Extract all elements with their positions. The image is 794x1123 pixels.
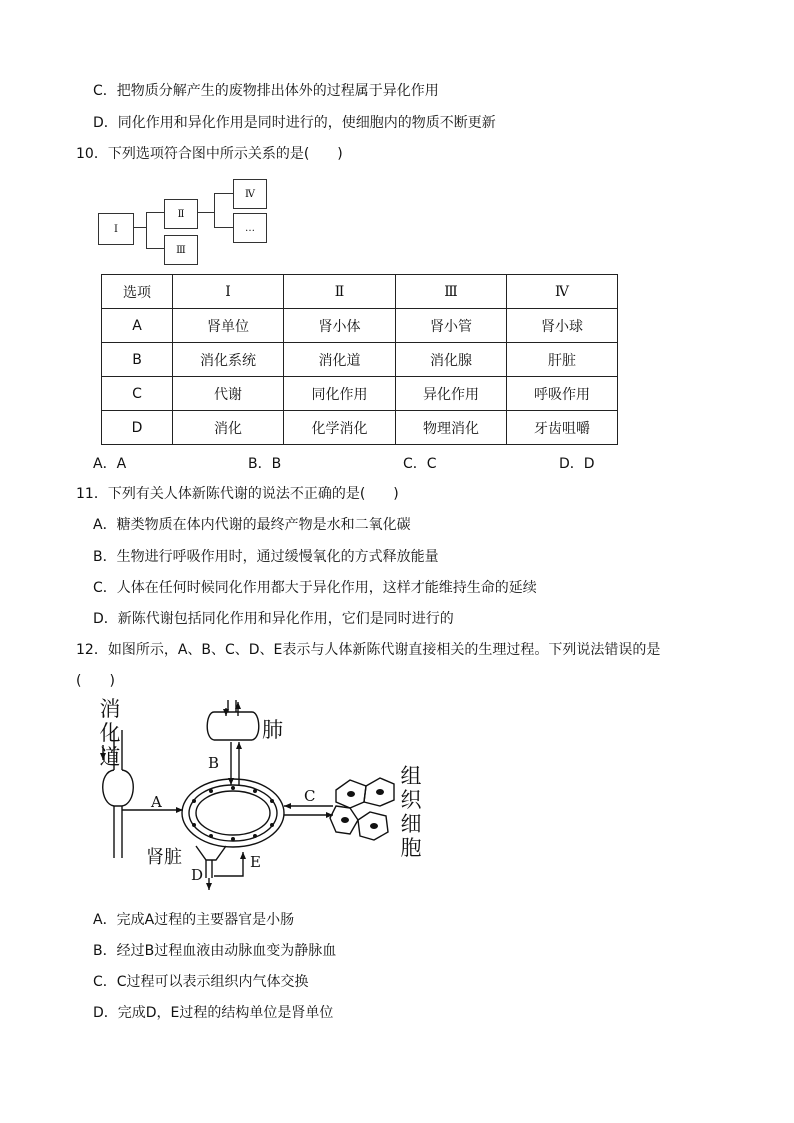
label-char: 织 <box>400 788 422 812</box>
q11-stem: 11．下列有关人体新陈代谢的说法不正确的是( ) <box>76 486 399 502</box>
process-label-e: E <box>250 853 261 871</box>
lung-icon <box>207 700 259 740</box>
process-label-b: B <box>208 754 220 772</box>
diagram-box-1: Ⅰ <box>98 213 134 245</box>
q11-option-d: D．新陈代谢包括同化作用和异化作用，它们是同时进行的 <box>93 611 454 627</box>
table-header-cell: Ⅰ <box>173 275 284 309</box>
table-cell: 肾小管 <box>396 309 507 343</box>
label-char: 胞 <box>400 836 422 860</box>
q9-option-d: D．同化作用和异化作用是同时进行的，使细胞内的物质不断更新 <box>93 115 496 131</box>
table-cell: 消化腺 <box>396 343 507 377</box>
table-cell: 消化 <box>173 411 284 445</box>
q10-stem: 10．下列选项符合图中所示关系的是( ) <box>76 146 343 162</box>
table-header-cell: Ⅳ <box>507 275 618 309</box>
table-cell: B <box>102 343 173 377</box>
label-char: 化 <box>99 721 121 745</box>
table-cell: A <box>102 309 173 343</box>
table-cell: 物理消化 <box>396 411 507 445</box>
table-cell: 呼吸作用 <box>507 377 618 411</box>
table-header-cell: 选项 <box>102 275 173 309</box>
table-cell: 消化道 <box>284 343 396 377</box>
diagram-box-4: Ⅳ <box>233 179 267 209</box>
q10-answer-c: C．C <box>403 456 437 472</box>
label-char: 细 <box>400 812 422 836</box>
table-cell: 肾小体 <box>284 309 396 343</box>
q12-option-b: B．经过B过程血液由动脉血变为静脉血 <box>93 943 337 959</box>
label-char: 道 <box>99 745 121 769</box>
table-cell: 消化系统 <box>173 343 284 377</box>
process-label-a: A <box>151 793 162 811</box>
diagram-box-2: Ⅱ <box>164 199 198 229</box>
diagram-box-more: … <box>233 213 267 243</box>
table-cell: 化学消化 <box>284 411 396 445</box>
table-header-cell: Ⅲ <box>396 275 507 309</box>
q11-option-b: B．生物进行呼吸作用时，通过缓慢氧化的方式释放能量 <box>93 549 439 565</box>
q11-option-a: A．糖类物质在体内代谢的最终产物是水和二氧化碳 <box>93 517 411 533</box>
q10-answer-d: D．D <box>559 456 595 472</box>
label-char: 组 <box>400 764 422 788</box>
table-cell: C <box>102 377 173 411</box>
tissue-cells-icon <box>330 778 394 840</box>
q10-answer-a: A．A <box>93 456 127 472</box>
table-cell: 代谢 <box>173 377 284 411</box>
q12-stem: 12．如图所示，A、B、C、D、E表示与人体新陈代谢直接相关的生理过程。下列说法错误的是 <box>76 642 661 658</box>
process-label-c: C <box>304 787 316 805</box>
q10-answer-b: B．B <box>248 456 282 472</box>
process-label-d: D <box>191 866 204 884</box>
table-cell: 肾小球 <box>507 309 618 343</box>
table-header-cell: Ⅱ <box>284 275 396 309</box>
table-cell: 肾单位 <box>173 309 284 343</box>
q12-option-d: D．完成D，E过程的结构单位是肾单位 <box>93 1005 334 1021</box>
tissue-cells-label <box>399 764 423 860</box>
kidney-label: 肾脏 <box>146 847 182 868</box>
q12-option-c: C．C过程可以表示组织内气体交换 <box>93 974 309 990</box>
diagram-box-3: Ⅲ <box>164 235 198 265</box>
table-cell: 牙齿咀嚼 <box>507 411 618 445</box>
q12-option-a: A．完成A过程的主要器官是小肠 <box>93 912 295 928</box>
kidney-icon <box>196 846 243 890</box>
q11-option-c: C．人体在任何时候同化作用都大于异化作用，这样才能维持生命的延续 <box>93 580 537 596</box>
table-cell: D <box>102 411 173 445</box>
digestive-tract-label <box>98 697 122 769</box>
q12-stem-paren: ( ) <box>76 673 115 689</box>
lung-label: 肺 <box>262 718 283 742</box>
table-cell: 异化作用 <box>396 377 507 411</box>
table-cell: 肝脏 <box>507 343 618 377</box>
label-char: 消 <box>99 697 121 721</box>
table-cell: 同化作用 <box>284 377 396 411</box>
q9-option-c: C．把物质分解产生的废物排出体外的过程属于异化作用 <box>93 83 439 99</box>
